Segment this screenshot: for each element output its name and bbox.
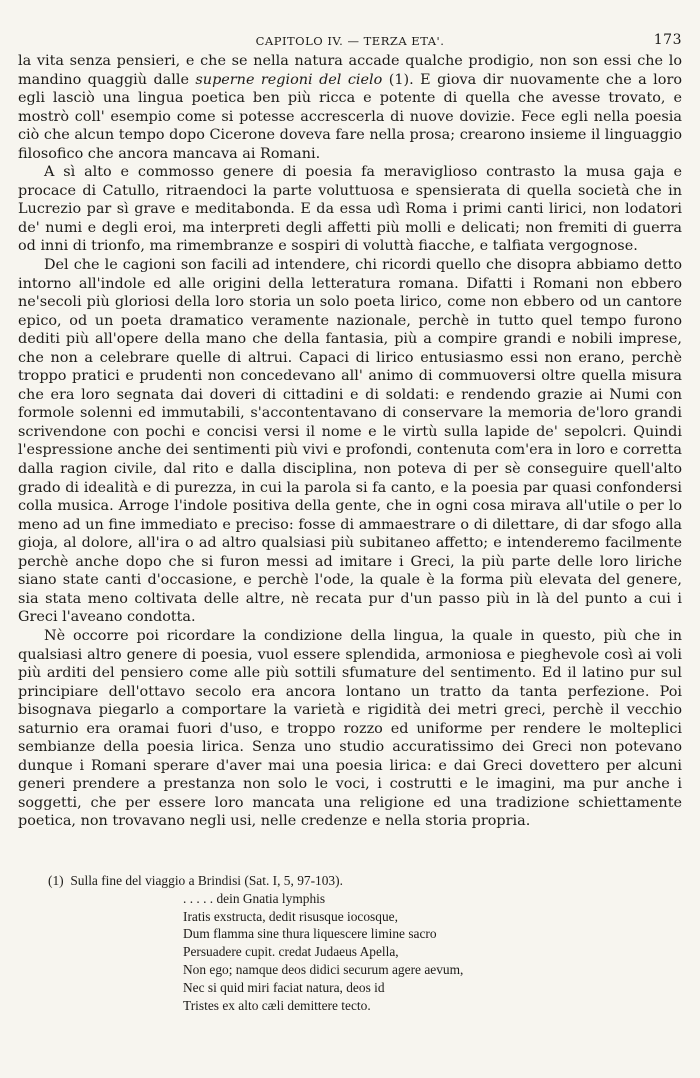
footnote xyxy=(48,872,608,1014)
verse-line: . . . . . dein Gnatia lymphis xyxy=(183,890,326,906)
paragraph-text: la vita senza pensieri, e che se nella natura accade qualche prodigio, non son essi che lo mandino quaggiù dalle xyxy=(18,53,682,88)
italic-quote: superne regioni del cielo xyxy=(195,71,383,88)
verse-line: Dum flamma sine thura liquescere limine sacro xyxy=(183,926,437,942)
verse-line: Tristes ex alto cæli demittere tecto. xyxy=(183,997,371,1013)
paragraph xyxy=(18,52,682,163)
paragraph: A sì alto e commosso genere di poesia fa meraviglioso contrasto la musa gaja e procace di Catullo, ritraendoci la parte voluttuosa e spensierata di quella società che in Lucrezio par sì grave e meditabonda. E da essa udì Roma i primi canti lirici, non lodatori de' numi e degli eroi, ma interpreti degli affetti più molli e delicati; non fremiti di guerra od inni di trionfo, ma rimembranze e sospiri di voluttà fiacche, e talfiata vergognose. xyxy=(18,164,682,255)
verse-line: Iratis exstructa, dedit risusque iocosque, xyxy=(183,908,398,924)
main-text xyxy=(18,52,682,831)
running-header xyxy=(18,34,682,52)
footnote-intro-text: Sulla fine del viaggio a Brindisi (Sat. I, 5, 97-103). xyxy=(70,873,343,888)
verse-line: Nec si quid miri faciat natura, deos id xyxy=(183,979,385,995)
verse-line: Persuadere cupit. credat Judaeus Apella, xyxy=(183,944,399,960)
footnote-intro xyxy=(48,872,608,890)
paragraph: Nè occorre poi ricordare la condizione della lingua, la quale in questo, più che in qualsiasi altro genere di poesia, vuol essere splendida, armoniosa e pieghevole così ai voli più arditi del pensiero come alle più sottili sfumature del sentimento. Ed il latino pur sul principiare dell'ottavo secolo era ancora lontano un tratto da tanta perfezione. Poi bisognava piegarlo a comportare la varietà e rigidità dei metri greci, perchè il vecchio saturnio era oramai fuori d'uso, e troppo rozzo ed uniforme per rendere le molteplici sembianze della poesia lirica. Senza uno studio accuratissimo dei Greci non potevano dunque i Romani sperare d'aver mai una poesia lirica: e dai Greci dovettero per alcuni generi prendere a prestanza non solo le voci, i costrutti e le imagini, ma pur anche i soggetti, che per essere loro mancata una religione ed una tradizione schiettamente poetica, non trovavano negli usi, nelle credenze e nella storia propria. xyxy=(18,627,682,830)
verse-line: Non ego; namque deos didici securum agere aevum, xyxy=(183,961,464,977)
footnote-marker: (1) xyxy=(48,873,64,888)
page-number: 173 xyxy=(653,32,682,48)
paragraph: Del che le cagioni son facili ad intendere, chi ricordi quello che disopra abbiamo detto intorno all'indole ed alle origini della letteratura romana. Difatti i Romani non ebbero ne'secoli più gloriosi della loro storia un solo poeta lirico, come non ebbero od un cantore epico, od un poeta dramatico veramente nazionale, perchè in tutto quel tempo furono dediti più all'opere della mano che della fantasia, più a compire grandi e nobili imprese, che non a celebrare quelle di altrui. Capaci di lirico entusiasmo essi non erano, perchè troppo pratici e prudenti non concedevano all' animo di commuoversi oltre quella misura che era loro segnata dai doveri di cittadini e di soldati: e rendendo grazie ai Numi con formole solenni ed immutabili, s'accontentavano di conservare la memoria de'loro grandi scrivendone con pochi e concisi versi il nome e le virtù sulla lapide de' sepolcri. Quindi l'espressione anche dei sentimenti più vivi e profondi, contenuta com'era in loro e corretta dalla ragion civile, dal rito e dalla disciplina, non poteva di per sè conseguire quell'alto grado di idealità e di purezza, in cui la parola si fa canto, e la poesia par quasi confondersi colla musica. Arroge l'indole positiva della gente, che in ogni cosa mirava all'utile o per lo meno ad un fine immediato e preciso: fosse di ammaestrare o di dilettare, di dar sfogo alla gioja, al dolore, all'ira o ad altro qualsiasi più subitaneo affetto; e intenderemo facilmente perchè anche dopo che si furon messi ad imitare i Greci, la più parte delle loro liriche siano state canti d'occasione, e perchè l'ode, la quale è la forma più elevata del genere, sia stata meno coltivata delle altre, nè recata pur d'un passo più in là del punto a cui i Greci l'aveano condotta. xyxy=(18,257,682,626)
paragraph-text: (1). E giova dir nuovamente che a loro egli lasciò una lingua poetica ben più ricca e potente di quella che avesse trovato, e mostrò coll' esempio come si potesse accrescerla di nuove dovizie. Fece egli nella poesia ciò che alcun tempo dopo Cicerone doveva fare nella prosa; crearono insieme il linguaggio filosofico che ancora mancava ai Romani. xyxy=(18,71,682,162)
chapter-title: CAPITOLO IV. — TERZA ETA'. xyxy=(255,34,445,48)
